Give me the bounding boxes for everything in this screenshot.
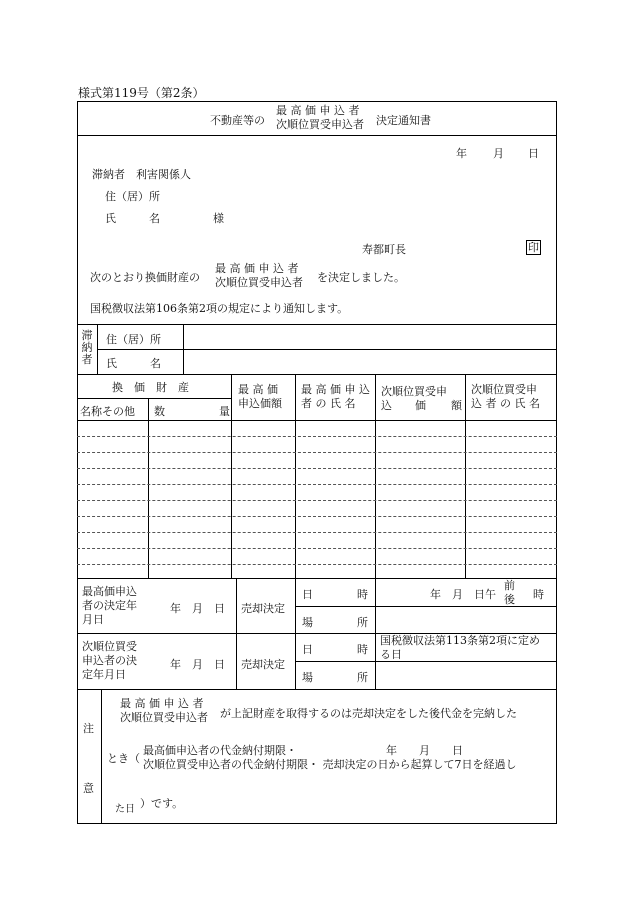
divider-table-body (77, 420, 557, 421)
highest-sale-decision: 売却決定 (241, 602, 285, 615)
r1-datetime-value: 年 月 日午 (430, 588, 496, 601)
col-second-bid-bottom-a: 込 (381, 399, 392, 412)
r1-hour: 時 (533, 588, 544, 601)
notes-deadline-bottom: 次順位買受申込者の代金納付期限・ 売却決定の日から起算して7日を経過し (143, 758, 517, 771)
highest-decision-line: 最高価申込 (82, 585, 137, 598)
recipient-honorific: 様 (213, 212, 224, 225)
col-highest-bid (238, 383, 282, 411)
col-highest-bidder-top: 最 高 価 申 込 (301, 383, 370, 396)
col-second-bid-bottom-b: 価 (415, 399, 426, 412)
delinquent-vertical-label: 滞納者 (81, 329, 93, 366)
table-row (77, 436, 557, 437)
highest-decision-ymd: 年 月 日 (170, 602, 225, 615)
second-bidder-decision-label (82, 640, 137, 682)
col-second-bidder-bottom: 込 者 の 氏 名 (471, 397, 540, 410)
property-group-header: 換 価 財 産 (112, 381, 189, 394)
table-row (77, 532, 557, 533)
form-number: 様式第119号（第2条） (78, 86, 205, 100)
second-decision-line: 定年月日 (82, 668, 126, 681)
col-second-bid-bottom-c: 額 (451, 399, 462, 412)
notes-line1: が上記財産を取得するのは売却決定をした後代金を完納した (220, 707, 517, 720)
notes-toki: とき（ (107, 752, 140, 765)
vline-name-qty (148, 398, 149, 578)
r2-datetime-label-a: 日 (302, 643, 313, 656)
highest-decision-line: 者の決定年 (82, 599, 137, 612)
notice-tail: を決定しました。 (317, 271, 405, 284)
divider-decision (77, 578, 557, 579)
col-highest-bidder (301, 383, 370, 411)
vline-datetime-value (375, 578, 376, 689)
divider-table-header (77, 374, 557, 375)
table-row (77, 452, 557, 453)
notes-role-top: 最 高 価 申 込 者 (120, 697, 204, 710)
r2-place-label-b: 所 (357, 671, 368, 684)
date-year: 年 (456, 147, 467, 160)
seal-stamp: 印 (528, 241, 539, 254)
title-prefix: 不動産等の (210, 114, 265, 127)
col-highest-bid-bottom: 申込価額 (238, 397, 282, 410)
date-month: 月 (493, 147, 504, 160)
divider-delinquent (97, 349, 557, 350)
divider-r1-mid (295, 606, 557, 607)
r1-place-label-a: 場 (302, 616, 313, 629)
highest-decision-line: 月日 (82, 613, 104, 626)
divider-notes (77, 689, 557, 690)
title-role (276, 104, 364, 132)
r1-ampm (504, 579, 515, 607)
notice-lead: 次のとおり換価財産の (90, 271, 200, 284)
r1-ampm-top: 前 (504, 579, 515, 592)
title-suffix: 決定通知書 (376, 114, 431, 127)
second-decision-line: 申込者の決 (82, 654, 137, 667)
date-day: 日 (528, 147, 539, 160)
table-row (77, 516, 557, 517)
r1-ampm-bottom: 後 (504, 593, 515, 606)
vline-notes (101, 689, 102, 824)
divider-notice (77, 324, 557, 325)
r2-datetime-line: 国税徴収法第113条第2項に定め (380, 634, 540, 647)
notice-role-top: 最 高 価 申 込 者 (215, 262, 299, 275)
table-row (77, 500, 557, 501)
title-role-bottom: 次順位買受申込者 (276, 118, 364, 131)
r1-datetime-label-a: 日 (302, 588, 313, 601)
col-second-bid-top: 次順位買受申 (381, 385, 447, 398)
notes-role-bottom: 次順位買受申込者 (120, 711, 208, 724)
issuer-name: 寿都町長 (362, 243, 406, 256)
divider-title (77, 135, 557, 136)
highest-bidder-decision-label (82, 585, 137, 627)
r1-datetime-label-b: 時 (357, 588, 368, 601)
table-row (77, 468, 557, 469)
notice-role (215, 262, 303, 290)
col-quantity-b: 量 (219, 405, 230, 418)
col-property-name: 名称その他 (80, 405, 135, 418)
notes-label-bottom: 意 (83, 782, 94, 795)
r2-datetime-value (380, 634, 540, 662)
r2-place-label-a: 場 (302, 671, 313, 684)
vline-sale-decision (236, 578, 237, 689)
delinquent-address-label: 住（居）所 (106, 333, 161, 346)
notes-line-end-b: ）です。 (140, 797, 184, 810)
col-quantity-a: 数 (154, 405, 165, 418)
r2-datetime-line: る日 (380, 648, 402, 661)
col-highest-bid-top: 最 高 価 (238, 383, 278, 396)
delinquent-name-label: 氏 名 (106, 357, 161, 370)
table-row (77, 564, 557, 565)
col-second-bidder (471, 383, 540, 411)
col-second-bidder-top: 次順位買受申 (471, 383, 537, 396)
notes-deadline-top: 最高価申込者の代金納付期限・ (143, 744, 297, 757)
recipient-name-label: 氏 名 (105, 212, 160, 225)
second-decision-ymd: 年 月 日 (170, 658, 225, 671)
recipient-address-label: 住（居）所 (105, 190, 160, 203)
table-row (77, 548, 557, 549)
second-sale-decision: 売却決定 (241, 658, 285, 671)
col-highest-bidder-bottom: 者 の 氏 名 (301, 397, 356, 410)
notes-line-end-a: た日 (115, 804, 135, 815)
notice-role-bottom: 次順位買受申込者 (215, 276, 303, 289)
notes-label-top: 注 (83, 722, 94, 735)
title-role-top: 最 高 価 申 込 者 (276, 104, 360, 117)
table-row (77, 484, 557, 485)
recipient-type: 滞納者 利害関係人 (92, 168, 191, 181)
vline-delinquent-field (183, 324, 184, 374)
notes-deadline-date: 年 月 日 (386, 744, 463, 757)
r2-datetime-label-b: 時 (357, 643, 368, 656)
vline-delinquent-label (97, 324, 98, 374)
notice-legal-basis: 国税徴収法第106条第2項の規定により通知します。 (90, 302, 349, 315)
r1-place-label-b: 所 (357, 616, 368, 629)
divider-subheader (77, 398, 231, 399)
second-decision-line: 次順位買受 (82, 640, 137, 653)
notes-role (120, 697, 208, 725)
